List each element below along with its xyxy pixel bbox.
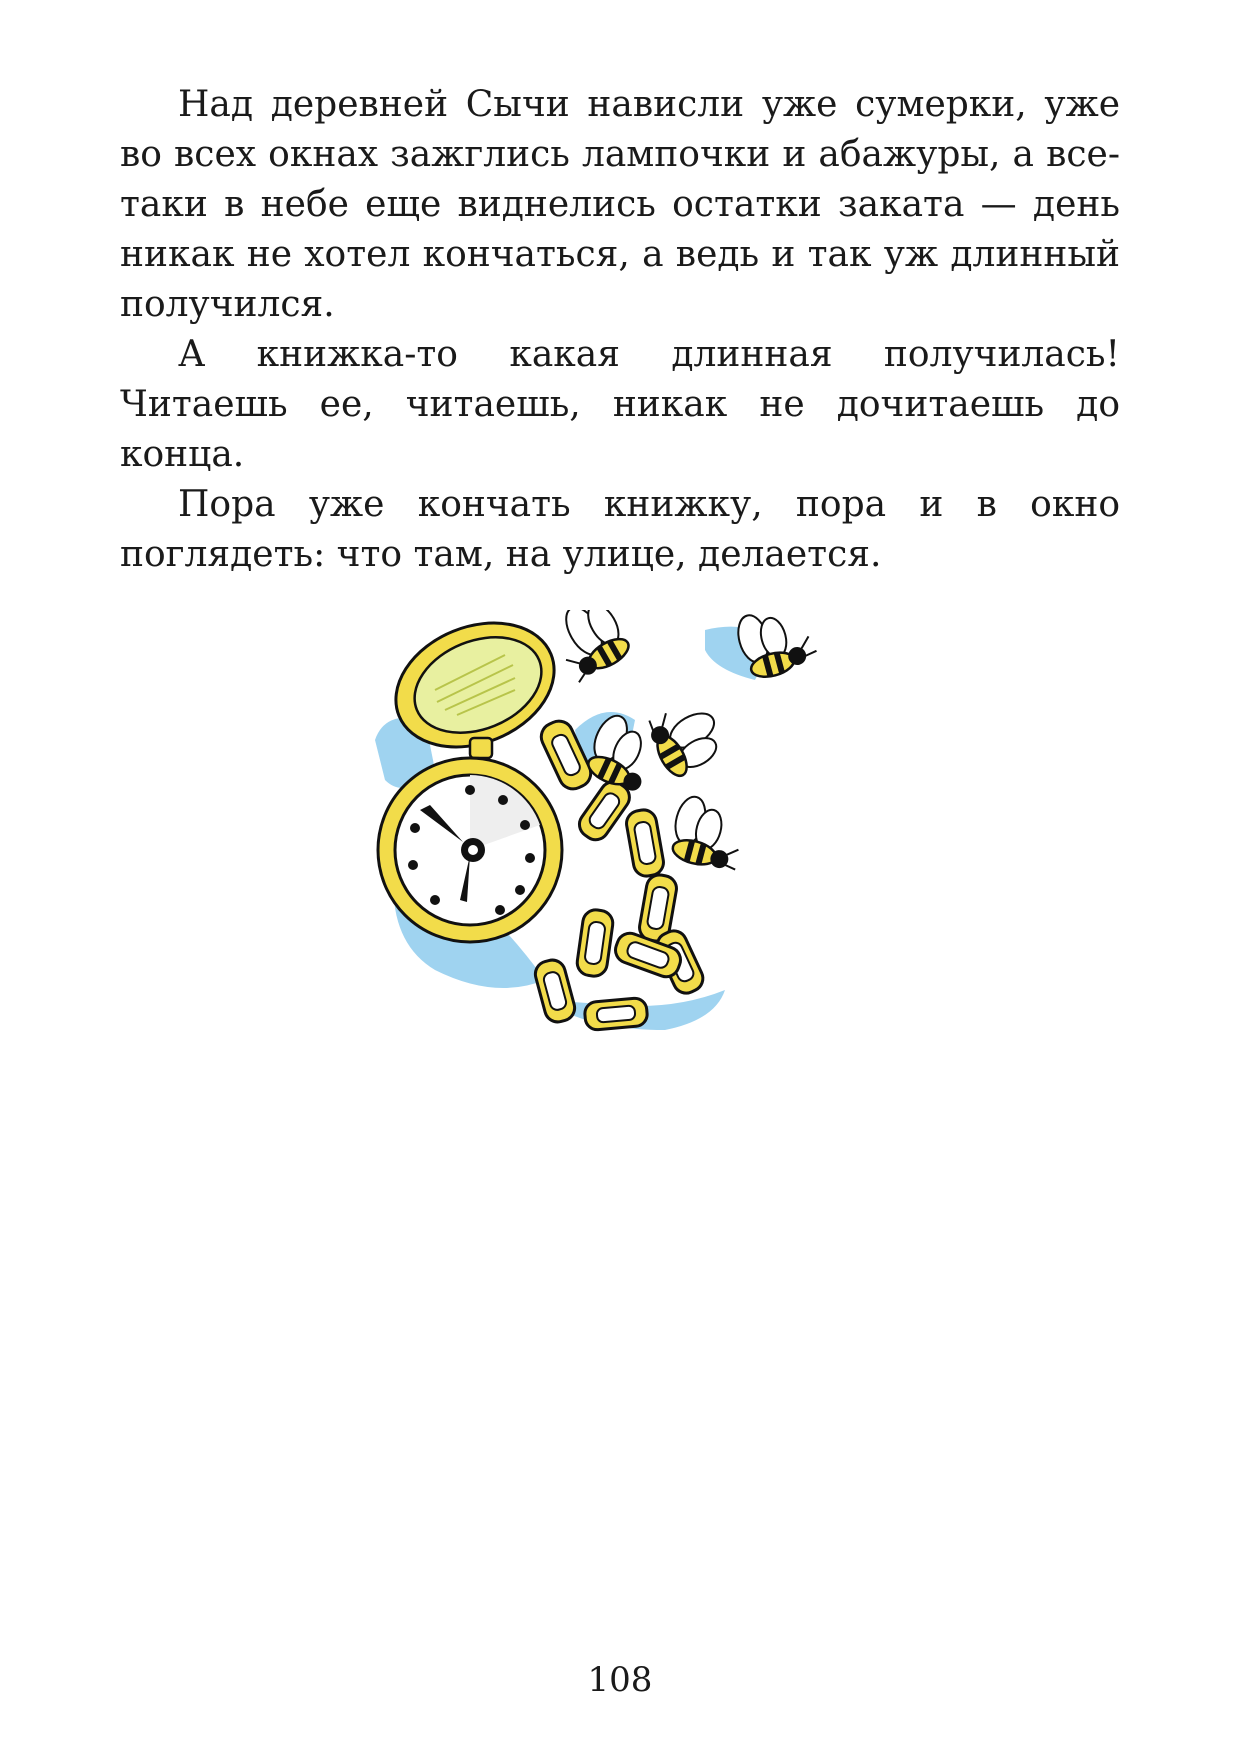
- bee: [545, 610, 633, 683]
- bee: [642, 693, 730, 781]
- pocket-watch-drawing: [375, 610, 895, 1050]
- text-block: [120, 80, 1120, 580]
- pocket-watch-illustration: [375, 610, 895, 1050]
- paragraph-2: А книжка-то какая длинная получилась! Читаешь ее, читаешь, никак не дочитаешь до конца.: [120, 334, 1120, 475]
- bee: [666, 793, 750, 874]
- watch-body: [378, 758, 562, 942]
- page-number: 108: [587, 1660, 653, 1700]
- paragraph-1: Над деревней Сычи нависли уже сумерки, уже во всех окнах зажглись лампочки и абажуры, а все-таки в небе еще виднелись остатки заката — день никак не хотел кончаться, а ведь и так уж длинный получился.: [120, 84, 1120, 325]
- paragraph-3: Пора уже кончать книжку, пора и в окно поглядеть: что там, на улице, делается.: [120, 484, 1120, 575]
